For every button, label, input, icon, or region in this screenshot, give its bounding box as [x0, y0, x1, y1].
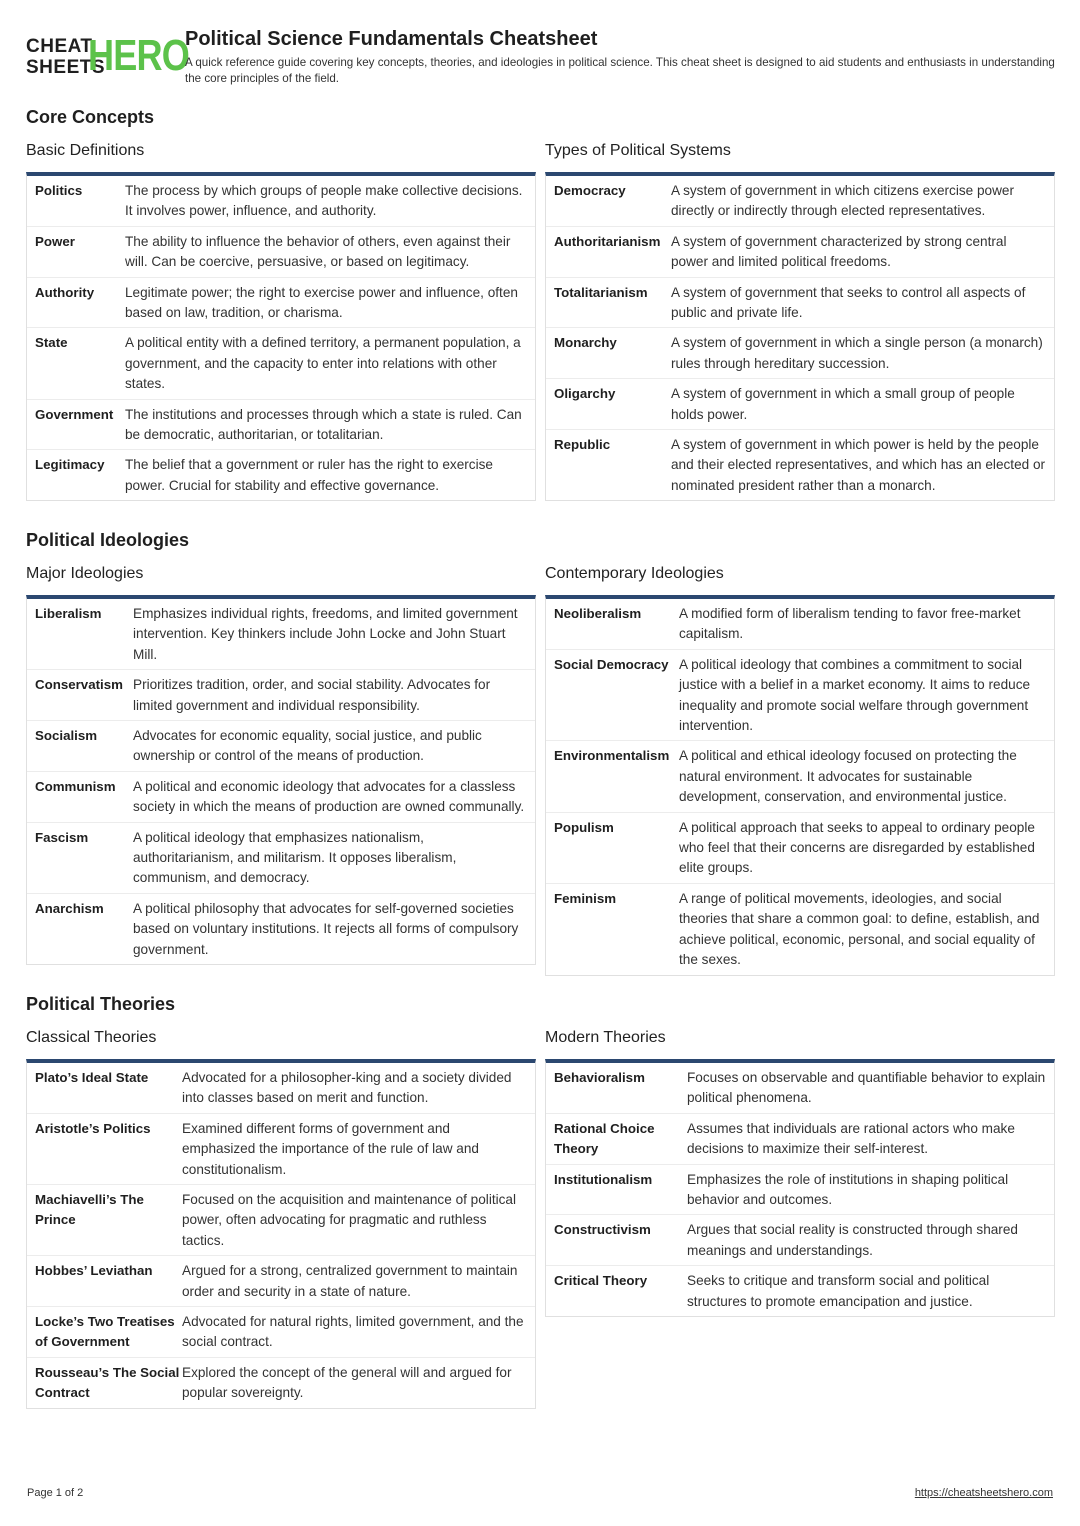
row-description: Focused on the acquisition and maintenance of political power, often advocating for pragmatic and ruthless tactics.	[182, 1192, 517, 1248]
row-term: Machiavelli’s The Prince	[35, 1192, 144, 1228]
row-term: Constructivism	[554, 1222, 651, 1238]
row-term: Locke’s Two Treatises of Government	[35, 1314, 175, 1350]
page-header	[26, 28, 1056, 92]
table-row	[27, 1357, 535, 1408]
row-term: Socialism	[35, 728, 98, 744]
row-term: Social Democracy	[554, 656, 669, 672]
table-row	[27, 599, 535, 669]
card-title-classical-theories: Classical Theories	[26, 1029, 157, 1046]
table-row	[27, 449, 535, 500]
card-contemporary-ideologies	[545, 595, 1055, 976]
logo-hero: HERO	[88, 31, 189, 80]
row-description: Emphasizes the role of institutions in shaping political behavior and outcomes.	[687, 1171, 1009, 1208]
table-row	[27, 176, 535, 226]
logo-wordmark: CHEAT SHEETS	[26, 36, 106, 78]
table-row	[546, 740, 1054, 811]
row-description: A political and ethical ideology focused on protecting the natural environment. It advocates for sustainable development, conservation, and environmental justice.	[679, 748, 1017, 805]
table-row	[546, 277, 1054, 328]
card-title-contemporary-ideologies: Contemporary Ideologies	[545, 565, 724, 582]
row-description: Advocated for natural rights, limited government, and the social contract.	[182, 1314, 524, 1350]
row-term: Power	[35, 233, 75, 249]
card-title-major-ideologies: Major Ideologies	[26, 565, 144, 582]
table-row	[27, 1306, 535, 1357]
cheatsheetshero-logo[interactable]	[26, 31, 189, 80]
table-row	[27, 399, 535, 450]
row-description: A system of government that seeks to control all aspects of public and private life.	[671, 284, 1026, 321]
table-row	[546, 176, 1054, 226]
row-description: Examined different forms of government and emphasized the importance of the rule of law and constitutionalism.	[182, 1120, 479, 1177]
row-description: A modified form of liberalism tending to favor free-market capitalism.	[679, 606, 1021, 642]
row-description: A system of government in which citizens exercise power directly or indirectly through elected representatives.	[671, 183, 1015, 219]
row-description: Focuses on observable and quantifiable behavior to explain political phenomena.	[687, 1070, 1046, 1106]
row-term: Democracy	[554, 183, 626, 198]
section-title-political-theories: Political Theories	[26, 994, 176, 1014]
row-term: Fascism	[35, 829, 89, 845]
card-classical-theories	[26, 1059, 536, 1409]
table-row	[546, 378, 1054, 429]
row-term: Authority	[35, 284, 95, 300]
table-row	[27, 669, 535, 720]
table-row	[27, 1184, 535, 1255]
card-title-types-of-political-systems: Types of Political Systems	[545, 142, 731, 159]
row-term: Critical Theory	[554, 1273, 648, 1289]
table-row	[27, 822, 535, 893]
card-title-modern-theories: Modern Theories	[545, 1029, 666, 1046]
table-row	[546, 1164, 1054, 1215]
page-subtitle: A quick reference guide covering key concepts, theories, and ideologies in political science. This cheat sheet is designed to aid students and enthusiasts in understanding the core principles of the field.	[185, 56, 1055, 85]
table-row	[27, 1255, 535, 1306]
row-term: Politics	[35, 183, 83, 198]
row-description: A system of government characterized by strong central power and limited political freedoms.	[671, 233, 1007, 270]
row-description: A system of government in which a small group of people holds power.	[671, 386, 1015, 422]
row-description: The institutions and processes through which a state is ruled. Can be democratic, authoritarian, or totalitarian.	[125, 406, 522, 443]
row-term: Populism	[554, 819, 614, 835]
card-types-of-political-systems	[545, 172, 1055, 501]
row-description: Argues that social reality is constructed through shared meanings and understandings.	[687, 1222, 1018, 1258]
row-description: A political entity with a defined territory, a permanent population, a government, and the capacity to enter into relations with other states.	[125, 335, 521, 392]
card-modern-theories	[545, 1059, 1055, 1317]
row-term: Communism	[35, 778, 116, 794]
table-row	[27, 771, 535, 822]
table-row	[27, 720, 535, 771]
row-term: Rational Choice Theory	[554, 1120, 655, 1157]
row-term: Republic	[554, 437, 611, 453]
row-term: Plato’s Ideal State	[35, 1070, 149, 1085]
row-term: Rousseau’s The Social Contract	[35, 1364, 180, 1401]
table-row	[27, 1063, 535, 1113]
row-term: Hobbes’ Leviathan	[35, 1263, 153, 1279]
row-description: Legitimate power; the right to exercise power and influence, often based on law, tradition, or charisma.	[125, 284, 518, 321]
row-term: Totalitarianism	[554, 284, 648, 300]
row-description: A range of political movements, ideologies, and social theories that share a common goal: to define, establish, and achieve political, economic, personal, and social equality of the sexes.	[679, 890, 1040, 968]
table-row	[546, 1214, 1054, 1265]
row-description: Explored the concept of the general will and argued for popular sovereignty.	[182, 1364, 512, 1401]
table-row	[546, 812, 1054, 883]
row-term: Institutionalism	[554, 1171, 653, 1187]
row-description: A political and economic ideology that advocates for a classless society in which the means of production are owned communally.	[133, 778, 525, 815]
row-description: Argued for a strong, centralized government to maintain order and security in a state of nature.	[182, 1263, 518, 1299]
table-row	[546, 1063, 1054, 1113]
row-description: Seeks to critique and transform social and political structures to promote emancipation and justice.	[687, 1273, 990, 1309]
row-description: The ability to influence the behavior of others, even against their will. Can be coercive, persuasive, or based on legitimacy.	[125, 233, 511, 270]
row-term: Conservatism	[35, 677, 123, 693]
row-description: A political approach that seeks to appeal to ordinary people who feel that their concerns are disregarded by established elite groups.	[679, 819, 1035, 876]
row-term: Behavioralism	[554, 1070, 645, 1085]
row-term: Anarchism	[35, 900, 104, 916]
table-row	[546, 599, 1054, 649]
table-row	[546, 649, 1054, 741]
card-title-basic-definitions: Basic Definitions	[26, 142, 145, 159]
row-term: Feminism	[554, 890, 617, 906]
card-major-ideologies	[26, 595, 536, 965]
row-term: Oligarchy	[554, 386, 616, 402]
row-term: Government	[35, 406, 114, 422]
row-term: Neoliberalism	[554, 606, 642, 621]
table-row	[27, 1113, 535, 1184]
row-description: Assumes that individuals are rational actors who make decisions to maximize their self-interest.	[687, 1120, 1015, 1157]
table-row	[546, 327, 1054, 378]
row-term: Aristotle’s Politics	[35, 1120, 151, 1136]
row-description: A system of government in which power is held by the people and their elected representatives, and which has an elected or nominated president rather than a monarch.	[671, 437, 1046, 493]
table-row	[546, 226, 1054, 277]
row-description: Emphasizes individual rights, freedoms, and limited government intervention. Key thinkers include John Locke and John Stuart Mill.	[133, 606, 518, 662]
row-term: Liberalism	[35, 606, 102, 621]
row-term: Monarchy	[554, 335, 617, 351]
section-title-political-ideologies: Political Ideologies	[26, 530, 190, 550]
row-description: Prioritizes tradition, order, and social stability. Advocates for limited government and individual responsibility.	[133, 677, 491, 713]
row-description: A system of government in which a single person (a monarch) rules through hereditary succession.	[671, 335, 1043, 371]
row-term: Authoritarianism	[554, 233, 661, 249]
row-description: A political ideology that combines a commitment to social justice with a belief in a market economy. It aims to reduce inequality and promote social welfare through government intervention.	[679, 656, 1031, 734]
table-row	[27, 327, 535, 398]
table-row	[27, 277, 535, 328]
table-row	[546, 883, 1054, 975]
table-row	[27, 893, 535, 964]
row-description: Advocates for economic equality, social justice, and public ownership or control of the means of production.	[133, 728, 482, 764]
row-description: A political ideology that emphasizes nationalism, authoritarianism, and militarism. It opposes liberalism, communism, and democracy.	[133, 829, 457, 886]
row-term: Environmentalism	[554, 748, 670, 764]
table-row	[546, 1265, 1054, 1316]
row-term: Legitimacy	[35, 457, 105, 473]
row-term: State	[35, 335, 68, 351]
row-description: The belief that a government or ruler has the right to exercise power. Crucial for stability and effective governance.	[125, 457, 493, 493]
table-row	[546, 1113, 1054, 1164]
table-row	[546, 429, 1054, 500]
card-basic-definitions	[26, 172, 536, 501]
row-description: A political philosophy that advocates for self-governed societies based on voluntary institutions. It rejects all forms of compulsory government.	[133, 900, 519, 957]
footer-link[interactable]: https://cheatsheetshero.com	[914, 1487, 1053, 1499]
row-description: The process by which groups of people make collective decisions. It involves power, influence, and authority.	[125, 183, 523, 219]
section-title-core-concepts: Core Concepts	[26, 107, 155, 127]
table-row	[27, 226, 535, 277]
row-description: Advocated for a philosopher-king and a society divided into classes based on merit and function.	[182, 1070, 512, 1106]
page-title: Political Science Fundamentals Cheatsheet	[185, 28, 598, 50]
page-number: Page 1 of 2	[27, 1487, 84, 1499]
